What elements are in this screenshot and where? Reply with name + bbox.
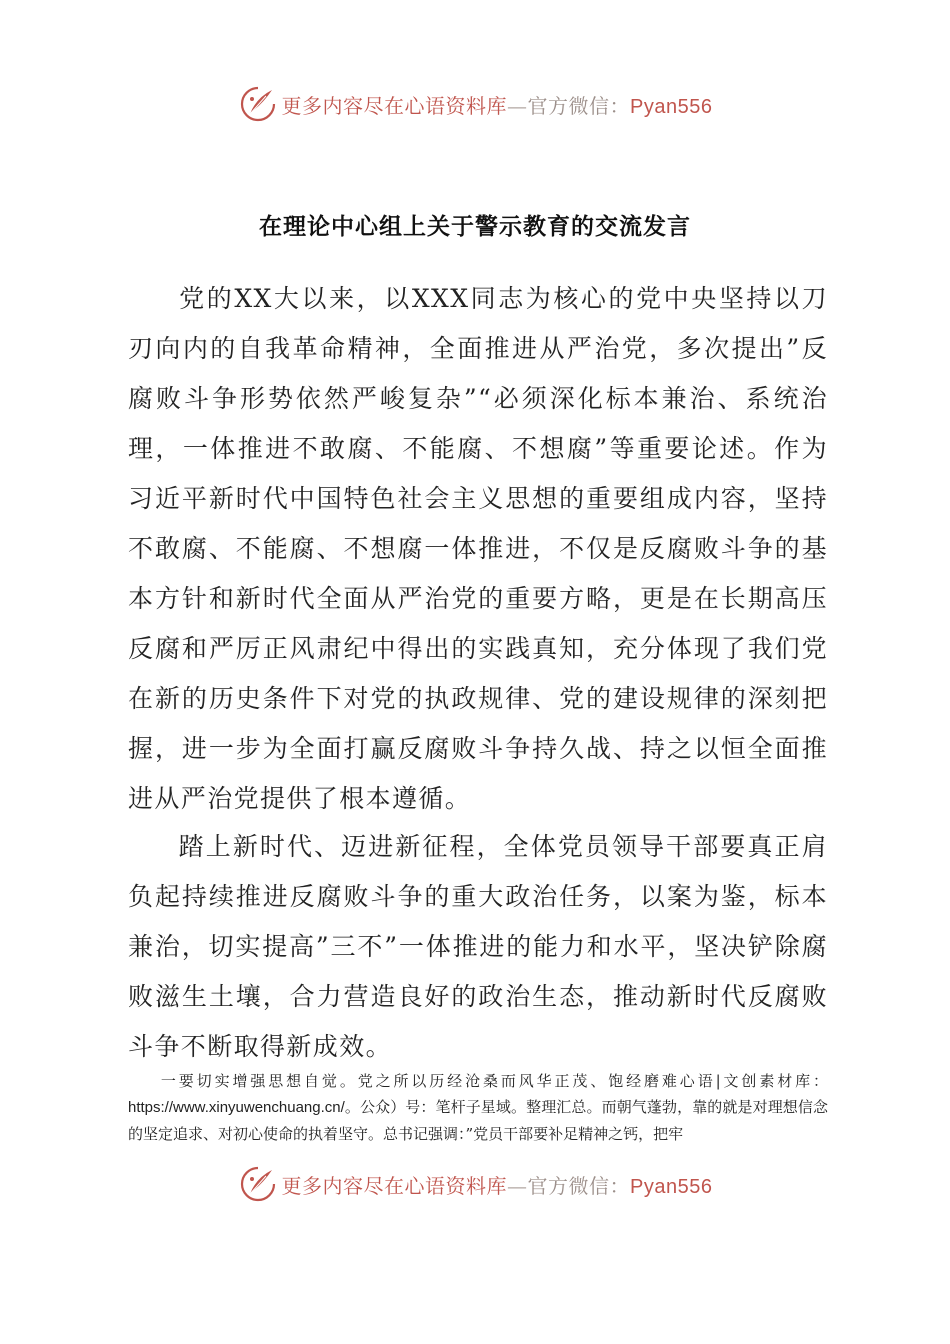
banner-text bbox=[282, 1170, 713, 1199]
paragraph-text: 踏上新时代、迈进新征程，全体党员领导干部要真正肩负起持续推进反腐败斗争的重大政治任务，以案为鉴，标本兼治，切实提高”三不”一体推进的能力和水平，坚决铲除腐败滋生土壤，合力营造良好的政治生态，推动新时代反腐败斗争不断取得新成效。 bbox=[128, 832, 828, 1061]
quill-pen-logo-icon bbox=[238, 1164, 278, 1204]
header-banner bbox=[0, 82, 950, 126]
banner-wechat-label: 官方微信： bbox=[527, 1173, 631, 1198]
body-paragraph-1 bbox=[128, 274, 828, 824]
footer-banner bbox=[0, 1162, 950, 1206]
body-paragraph-2 bbox=[128, 822, 828, 1072]
paragraph-text: 党的XX大以来，以XXX同志为核心的党中央坚持以刀刃向内的自我革命精神，全面推进从严治党，多次提出”反腐败斗争形势依然严峻复杂”“必须深化标本兼治、系统治理，一体推进不敢腐、不能腐、不想腐”等重要论述。作为习近平新时代中国特色社会主义思想的重要组成内容，坚持不敢腐、不能腐、不想腐一体推进，不仅是反腐败斗争的基本方针和新时代全面从严治党的重要方略，更是在长期高压反腐和严厉正风肃纪中得出的实践真知，充分体现了我们党在新的历史条件下对党的执政规律、党的建设规律的深刻把握，进一步为全面打赢反腐败斗争持久战、持之以恒全面推进从严治党提供了根本遵循。 bbox=[128, 284, 828, 813]
banner-wechat-label: 官方微信： bbox=[527, 93, 631, 118]
document-title: 在理论中心组上关于警示教育的交流发言 bbox=[259, 213, 691, 240]
banner-wechat-id: Pyan556 bbox=[630, 1175, 713, 1198]
banner-text bbox=[282, 90, 713, 119]
source-link[interactable]: https://www.xinyuwenchuang.cn/ bbox=[128, 1099, 345, 1116]
banner-main-text: 更多内容尽在心语资料库 bbox=[281, 93, 508, 118]
small-paragraph bbox=[128, 1068, 828, 1147]
banner-main-text: 更多内容尽在心语资料库 bbox=[281, 1173, 508, 1198]
banner-dash: — bbox=[507, 1173, 528, 1198]
small-paragraph-part1: 一要切实增强思想自觉。党之所以历经沧桑而风华正茂、饱经磨难心语|文创素材库： bbox=[158, 1072, 828, 1090]
quill-pen-logo-icon bbox=[238, 84, 278, 124]
banner-wechat-id: Pyan556 bbox=[630, 95, 713, 118]
small-paragraph-part2: 。公众）号：笔杆子星域。整理汇总。而朝气蓬勃，靠的就是对理想信念的坚定追求、对初心使命的执着坚守。总书记强调：”党员干部要补足精神之钙，把牢 bbox=[128, 1098, 828, 1143]
banner-dash: — bbox=[507, 93, 528, 118]
